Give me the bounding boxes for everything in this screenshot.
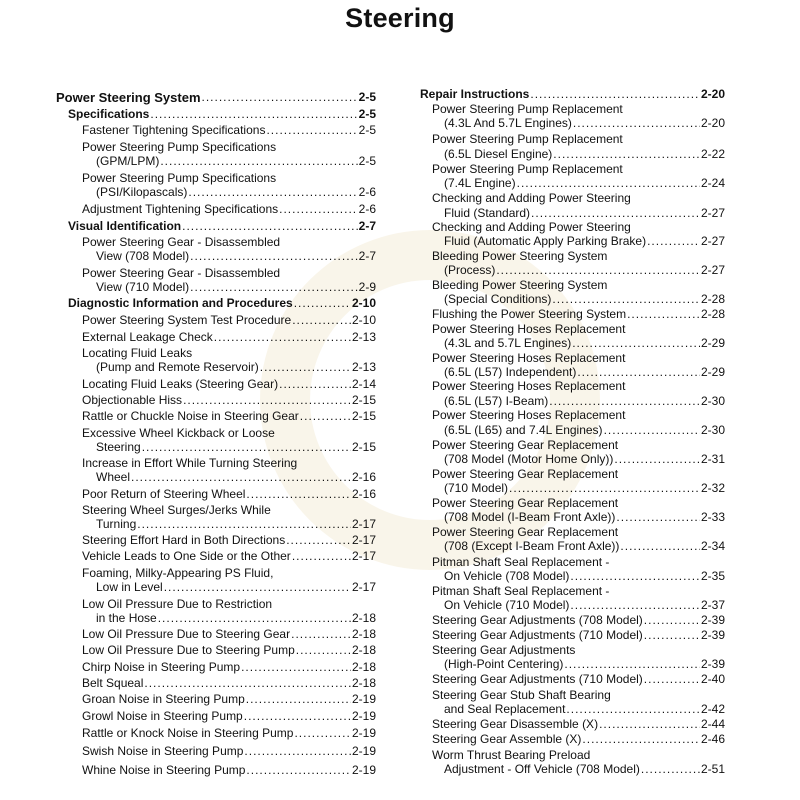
- toc-page-number: 2-39: [700, 613, 725, 627]
- toc-page-number: 2-18: [351, 643, 376, 657]
- toc-dot-leader: [244, 744, 351, 759]
- toc-entry-steering-gear-adjustments: [432, 643, 725, 658]
- toc-page-number: 2-24: [700, 176, 725, 190]
- toc-entry-title: Fastener Tightening Specifications: [82, 123, 266, 137]
- toc-dot-leader: [620, 539, 700, 554]
- toc-entry-high-point-centering: [444, 657, 725, 672]
- toc-entry-gpm-lpm: [96, 154, 376, 169]
- toc-page-number: 2-15: [351, 440, 376, 454]
- toc-page-number: 2-28: [700, 292, 725, 306]
- toc-entry-title: Steering Gear Adjustments (710 Model): [432, 628, 643, 642]
- toc-dot-leader: [644, 613, 700, 628]
- toc-entry-title: Bleeding Power Steering System: [432, 249, 608, 263]
- toc-entry-title: Rattle or Chuckle Noise in Steering Gear: [82, 409, 299, 423]
- toc-page-number: 2-19: [351, 726, 376, 740]
- toc-entry-title: Locating Fluid Leaks: [82, 346, 193, 360]
- toc-page-number: 2-5: [358, 154, 376, 168]
- toc-dot-leader: [530, 87, 700, 102]
- toc-page-number: 2-46: [700, 732, 725, 746]
- toc-page-number: 2-13: [351, 330, 376, 344]
- toc-page-number: 2-32: [700, 481, 725, 495]
- toc-entry-title: Steering Effort Hard in Both Directions: [82, 533, 286, 547]
- toc-entry-title: (6.5L (L65) and 7.4L Engines): [444, 423, 603, 437]
- toc-entry-power-steering-system: [56, 90, 376, 105]
- toc-entry-title: Power Steering Pump Specifications: [82, 171, 277, 185]
- toc-entry-title: Whine Noise in Steering Pump: [82, 763, 246, 777]
- toc-page-number: 2-7: [358, 249, 376, 263]
- toc-page-number: 2-6: [358, 185, 376, 199]
- toc-entry-title: Wheel: [96, 470, 131, 484]
- toc-entry-title: Fluid (Standard): [444, 206, 531, 220]
- toc-dot-leader: [647, 234, 700, 249]
- toc-entry-title: Power Steering Gear - Disassembled: [82, 235, 281, 249]
- toc-entry-steering-gear-stub-shaft-bearing: [432, 688, 725, 703]
- toc-entry-title: Growl Noise in Steering Pump: [82, 709, 243, 723]
- toc-dot-leader: [644, 628, 700, 643]
- toc-entry-title: (6.5L Diesel Engine): [444, 147, 553, 161]
- toc-entry-low-oil-pressure-due-to-steering-pump: [82, 643, 376, 658]
- toc-entry-title: Power Steering Pump Replacement: [432, 102, 623, 116]
- toc-entry-title: (Process): [444, 263, 496, 277]
- toc-entry-title: Power Steering Hoses Replacement: [432, 408, 626, 422]
- toc-dot-leader: [241, 660, 351, 675]
- toc-entry-title: Steering: [96, 440, 141, 454]
- toc-entry-fastener-tightening-specifications: [82, 123, 376, 138]
- toc-page-number: 2-17: [351, 549, 376, 563]
- toc-entry-title: On Vehicle (708 Model): [444, 569, 570, 583]
- toc-entry-title: Foaming, Milky-Appearing PS Fluid,: [82, 566, 274, 580]
- toc-page-number: 2-18: [351, 676, 376, 690]
- toc-entry-title: (708 Model (I-Beam Front Axle)): [444, 510, 616, 524]
- toc-entry-title: Pitman Shaft Seal Replacement -: [432, 555, 610, 569]
- toc-dot-leader: [294, 726, 351, 741]
- toc-dot-leader: [553, 147, 700, 162]
- toc-entry-title: Visual Identification: [68, 219, 182, 233]
- toc-entry-title: Adjustment - Off Vehicle (708 Model): [444, 762, 640, 776]
- toc-page-number: 2-20: [700, 87, 725, 101]
- toc-entry-adjustment-off-vehicle-708-model: [444, 762, 725, 777]
- toc-entry-title: Swish Noise in Steering Pump: [82, 744, 244, 758]
- toc-page-number: 2-5: [358, 107, 376, 121]
- toc-entry-title: Fluid (Automatic Apply Parking Brake): [444, 234, 647, 248]
- toc-page-number: 2-39: [700, 657, 725, 671]
- toc-entry-title: Chirp Noise in Steering Pump: [82, 660, 241, 674]
- toc-dot-leader: [246, 692, 351, 707]
- toc-entry-title: Belt Squeal: [82, 676, 144, 690]
- toc-entry-power-steering-pump-specifications: [82, 140, 376, 155]
- toc-entry-title: Power Steering Hoses Replacement: [432, 351, 626, 365]
- toc-entry-title: (Pump and Remote Reservoir): [96, 360, 259, 374]
- page-title: Steering: [345, 3, 455, 33]
- toc-entry-power-steering-pump-replacement: [432, 102, 725, 117]
- toc-page-number: 2-5: [358, 90, 376, 104]
- toc-entry-swish-noise-in-steering-pump: [82, 744, 376, 759]
- toc-page-number: 2-39: [700, 628, 725, 642]
- toc-entry-title: Low in Level: [96, 580, 163, 594]
- toc-page-number: 2-17: [351, 517, 376, 531]
- toc-entry-chirp-noise-in-steering-pump: [82, 660, 376, 675]
- toc-entry-steering-gear-assemble-x: [432, 732, 725, 747]
- toc-page-number: 2-19: [351, 763, 376, 777]
- toc-page-number: 2-16: [351, 487, 376, 501]
- toc-dot-leader: [246, 763, 351, 778]
- toc-dot-leader: [604, 423, 700, 438]
- toc-entry-title: Groan Noise in Steering Pump: [82, 692, 245, 706]
- toc-dot-leader: [644, 672, 700, 687]
- toc-entry-title: Power Steering Pump Replacement: [432, 162, 623, 176]
- toc-page-number: 2-18: [351, 660, 376, 674]
- toc-entry-title: Power Steering Hoses Replacement: [432, 322, 626, 336]
- toc-page-number: 2-51: [700, 762, 725, 776]
- toc-entry-title: Steering Gear Assemble (X): [432, 732, 582, 746]
- toc-page-number: 2-19: [351, 709, 376, 723]
- toc-dot-leader: [160, 154, 357, 169]
- toc-entry-title: (7.4L Engine): [444, 176, 516, 190]
- toc-entry-title: (708 Model (Motor Home Only)): [444, 452, 614, 466]
- toc-entry-title: Steering Wheel Surges/Jerks While: [82, 503, 271, 517]
- toc-entry-title: Power Steering Hoses Replacement: [432, 379, 626, 393]
- toc-dot-leader: [150, 107, 357, 122]
- toc-entry-title: Increase in Effort While Turning Steering: [82, 456, 298, 470]
- toc-entry-6-5l-diesel-engine: [444, 147, 725, 162]
- toc-entry-title: Rattle or Knock Noise in Steering Pump: [82, 726, 294, 740]
- toc-entry-title: View (710 Model): [96, 280, 190, 294]
- toc-entry-title: Steering Gear Adjustments (708 Model): [432, 613, 643, 627]
- toc-entry-title: Power Steering Gear Replacement: [432, 496, 619, 510]
- toc-entry-title: Turning: [96, 517, 137, 531]
- toc-entry-title: Power Steering System Test Procedure: [82, 313, 292, 327]
- toc-entry-title: (4.3L And 5.7L Engines): [444, 116, 572, 130]
- toc-page-number: 2-14: [351, 377, 376, 391]
- toc-page-number: 2-22: [700, 147, 725, 161]
- toc-entry-title: (4.3L and 5.7L Engines): [444, 336, 572, 350]
- toc-entry-title: Bleeding Power Steering System: [432, 278, 608, 292]
- toc-page-number: 2-19: [351, 744, 376, 758]
- toc-page-number: 2-40: [700, 672, 725, 686]
- toc-entry-title: Steering Gear Disassemble (X): [432, 717, 599, 731]
- toc-entry-title: (Special Conditions): [444, 292, 552, 306]
- toc-page-number: 2-15: [351, 409, 376, 423]
- toc-page-number: 2-37: [700, 598, 725, 612]
- toc-page-number: 2-27: [700, 263, 725, 277]
- toc-page-number: 2-10: [351, 313, 376, 327]
- toc-dot-leader: [266, 123, 357, 138]
- toc-entry-title: View (708 Model): [96, 249, 190, 263]
- toc-entry-title: Pitman Shaft Seal Replacement -: [432, 584, 610, 598]
- toc-dot-leader: [144, 676, 351, 691]
- toc-entry-title: (708 (Except I-Beam Front Axle)): [444, 539, 620, 553]
- toc-entry-title: Power Steering Gear - Disassembled: [82, 266, 281, 280]
- toc-page-number: 2-29: [700, 336, 725, 350]
- toc-entry-steering-gear-adjustments-710-model: [432, 672, 725, 687]
- toc-page-number: 2-18: [351, 627, 376, 641]
- toc-entry-title: Steering Gear Adjustments: [432, 643, 576, 657]
- toc-dot-leader: [296, 643, 351, 658]
- toc-entry-title: Power Steering Pump Replacement: [432, 132, 623, 146]
- toc-page-number: 2-34: [700, 539, 725, 553]
- toc-entry-title: Checking and Adding Power Steering: [432, 220, 631, 234]
- toc-entry-title: Checking and Adding Power Steering: [432, 191, 631, 205]
- toc-entry-title: Excessive Wheel Kickback or Loose: [82, 426, 275, 440]
- toc-entry-title: Power Steering Pump Specifications: [82, 140, 277, 154]
- toc-entry-and-seal-replacement: [444, 702, 725, 717]
- toc-entry-title: Power Steering Gear Replacement: [432, 438, 619, 452]
- toc-page-number: 2-42: [700, 702, 725, 716]
- toc-dot-leader: [244, 709, 351, 724]
- toc-dot-leader: [582, 732, 700, 747]
- toc-page-number: 2-27: [700, 206, 725, 220]
- toc-entry-title: External Leakage Check: [82, 330, 213, 344]
- toc-page-number: 2-33: [700, 510, 725, 524]
- toc-page-number: 2-9: [358, 280, 376, 294]
- toc-page-number: 2-44: [700, 717, 725, 731]
- toc-dot-leader: [641, 762, 700, 777]
- toc-entry-whine-noise-in-steering-pump: [82, 763, 376, 778]
- toc-dot-leader: [564, 657, 700, 672]
- toc-page-number: 2-35: [700, 569, 725, 583]
- toc-entry-belt-squeal: [82, 676, 376, 691]
- toc-entry-title: (PSI/Kilopascals): [96, 185, 188, 199]
- toc-entry-title: Steering Gear Adjustments (710 Model): [432, 672, 643, 686]
- toc-entry-title: Diagnostic Information and Procedures: [68, 296, 293, 310]
- toc-entry-steering-gear-disassemble-x: [432, 717, 725, 732]
- toc-entry-title: Power Steering Gear Replacement: [432, 525, 619, 539]
- toc-dot-leader: [599, 717, 700, 732]
- toc-entry-title: (GPM/LPM): [96, 154, 160, 168]
- toc-entry-title: Vehicle Leads to One Side or the Other: [82, 549, 291, 563]
- toc-entry-title: Low Oil Pressure Due to Steering Gear: [82, 627, 291, 641]
- toc-page-number: 2-17: [351, 533, 376, 547]
- toc-entry-title: Power Steering Gear Replacement: [432, 467, 619, 481]
- toc-page-number: 2-27: [700, 234, 725, 248]
- toc-page-number: 2-29: [700, 365, 725, 379]
- toc-entry-title: Repair Instructions: [420, 87, 530, 101]
- toc-entry-title: (6.5L (L57) Independent): [444, 365, 577, 379]
- toc-entry-title: in the Hose: [96, 611, 157, 625]
- toc-entry-worm-thrust-bearing-preload: [432, 748, 725, 763]
- toc-entry-title: Adjustment Tightening Specifications: [82, 202, 279, 216]
- watermark-logo: [250, 170, 610, 630]
- toc-page-number: 2-20: [700, 116, 725, 130]
- toc-entry-title: Low Oil Pressure Due to Restriction: [82, 597, 273, 611]
- toc-entry-title: Objectionable Hiss: [82, 393, 183, 407]
- toc-page-number: 2-13: [351, 360, 376, 374]
- toc-entry-title: On Vehicle (710 Model): [444, 598, 570, 612]
- toc-entry-4-3l-and-5-7l-engines: [444, 116, 725, 131]
- toc-entry-growl-noise-in-steering-pump: [82, 709, 376, 724]
- toc-page-number: 2-19: [351, 692, 376, 706]
- toc-entry-title: Low Oil Pressure Due to Steering Pump: [82, 643, 295, 657]
- toc-dot-leader: [573, 116, 700, 131]
- toc-entry-title: Poor Return of Steering Wheel: [82, 487, 246, 501]
- toc-page-number: 2-28: [700, 307, 725, 321]
- toc-page-number: 2-30: [700, 394, 725, 408]
- toc-entry-title: Steering Gear Stub Shaft Bearing: [432, 688, 611, 702]
- toc-entry-title: Specifications: [68, 107, 150, 121]
- toc-page-number: 2-5: [358, 123, 376, 137]
- toc-entry-specifications: [68, 107, 376, 122]
- toc-page-number: 2-16: [351, 470, 376, 484]
- toc-entry-title: (6.5L (L57) I-Beam): [444, 394, 549, 408]
- toc-entry-power-steering-pump-replacement: [432, 132, 725, 147]
- toc-entry-title: (High-Point Centering): [444, 657, 564, 671]
- toc-dot-leader: [616, 510, 700, 525]
- toc-page-number: 2-7: [358, 219, 376, 233]
- toc-entry-repair-instructions: [420, 87, 725, 102]
- toc-entry-groan-noise-in-steering-pump: [82, 692, 376, 707]
- toc-entry-rattle-or-knock-noise-in-steering-pump: [82, 726, 376, 741]
- toc-page-number: 2-17: [351, 580, 376, 594]
- toc-entry-title: and Seal Replacement: [444, 702, 566, 716]
- toc-dot-leader: [202, 90, 358, 105]
- toc-entry-title: Locating Fluid Leaks (Steering Gear): [82, 377, 279, 391]
- toc-entry-steering-gear-adjustments-710-model: [432, 628, 725, 643]
- toc-entry-title: Worm Thrust Bearing Preload: [432, 748, 591, 762]
- toc-page-number: 2-31: [700, 452, 725, 466]
- toc-dot-leader: [614, 452, 700, 467]
- toc-page-number: 2-15: [351, 393, 376, 407]
- toc-entry-title: Flushing the Power Steering System: [432, 307, 627, 321]
- toc-entry-title: Power Steering System: [56, 90, 201, 105]
- toc-page-number: 2-30: [700, 423, 725, 437]
- toc-page-number: 2-18: [351, 611, 376, 625]
- toc-dot-leader: [566, 702, 700, 717]
- toc-entry-title: (710 Model): [444, 481, 509, 495]
- toc-page-number: 2-10: [351, 296, 376, 310]
- toc-dot-leader: [627, 307, 700, 322]
- toc-page-number: 2-6: [358, 202, 376, 216]
